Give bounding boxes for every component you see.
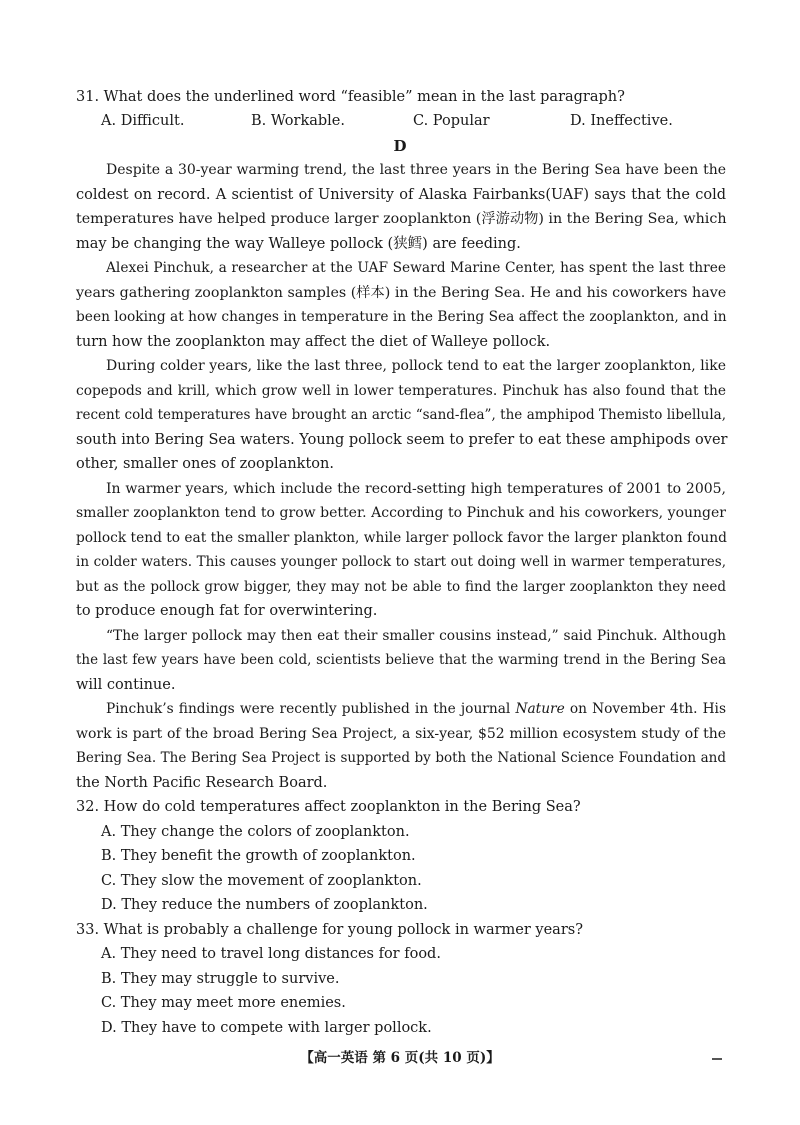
q32-option-a: A. They change the colors of zooplankton.: [101, 824, 410, 840]
passage-line: been looking at how changes in temperature in the Bering Sea affect the zooplankton, and in: [76, 309, 727, 325]
passage-line: Despite a 30-year warming trend, the last three years in the Bering Sea have been the: [106, 162, 726, 178]
passage-line: smaller zooplankton tend to grow better. According to Pinchuk and his coworkers, younger: [76, 505, 726, 521]
journal-name: Nature: [515, 701, 565, 717]
passage-line: recent cold temperatures have brought an arctic “sand-flea”, the amphipod Themisto libellula,: [76, 407, 726, 423]
q31-option-a: A. Difficult.: [101, 113, 185, 129]
passage-line: south into Bering Sea waters. Young pollock seem to prefer to eat these amphipods over: [76, 432, 728, 448]
passage-line: “The larger pollock may then eat their smaller cousins instead,” said Pinchuk. Although: [106, 628, 726, 644]
journal-lead-text: Pinchuk’s findings were recently published in the journal: [106, 701, 516, 717]
passage-line: may be changing the way Walleye pollock (狭鳕) are feeding.: [76, 236, 521, 252]
passage-line: copepods and krill, which grow well in lower temperatures. Pinchuk has also found that the: [76, 383, 726, 399]
passage-line-journal: [106, 697, 726, 721]
passage-line: turn how the zooplankton may affect the diet of Walleye pollock.: [76, 334, 551, 350]
section-heading: D: [393, 137, 407, 155]
page-footer: 【高一英语 第 6 页(共 10 页)】: [300, 1050, 500, 1066]
passage-line: in colder waters. This causes younger pollock to start out doing well in warmer temperatures,: [76, 554, 726, 570]
passage-line: the North Pacific Research Board.: [76, 775, 328, 791]
q33-stem: 33. What is probably a challenge for young pollock in warmer years?: [76, 922, 583, 938]
journal-tail-text: on November 4th. His: [564, 701, 727, 717]
passage-line: other, smaller ones of zooplankton.: [76, 456, 334, 472]
q33-option-b: B. They may struggle to survive.: [101, 971, 340, 987]
corner-dash-mark: [712, 1058, 722, 1060]
passage-line: to produce enough fat for overwintering.: [76, 603, 378, 619]
q33-option-c: C. They may meet more enemies.: [101, 995, 346, 1011]
passage-line: work is part of the broad Bering Sea Project, a six-year, $52 million ecosystem study of the: [76, 726, 726, 742]
passage-line: During colder years, like the last three, pollock tend to eat the larger zooplankton, like: [106, 358, 726, 374]
q32-option-d: D. They reduce the numbers of zooplankton.: [101, 897, 428, 913]
passage-line: Alexei Pinchuk, a researcher at the UAF Seward Marine Center, has spent the last three: [106, 260, 726, 276]
q31-option-c: C. Popular: [413, 113, 490, 129]
passage-line: coldest on record. A scientist of University of Alaska Fairbanks(UAF) says that the cold: [76, 187, 726, 203]
passage-line: In warmer years, which include the record-setting high temperatures of 2001 to 2005,: [106, 481, 726, 497]
q32-option-b: B. They benefit the growth of zooplankton.: [101, 848, 416, 864]
passage-line: the last few years have been cold, scientists believe that the warming trend in the Bering Sea: [76, 652, 726, 668]
q31-option-d: D. Ineffective.: [570, 113, 673, 129]
passage-line: but as the pollock grow bigger, they may not be able to find the larger zooplankton they need: [76, 579, 726, 595]
passage-line: pollock tend to eat the smaller plankton, while larger pollock favor the larger plankton found: [76, 530, 727, 546]
passage-line: years gathering zooplankton samples (样本) in the Bering Sea. He and his coworkers have: [76, 285, 727, 301]
q32-option-c: C. They slow the movement of zooplankton.: [101, 873, 422, 889]
passage-line: temperatures have helped produce larger zooplankton (浮游动物) in the Bering Sea, which: [76, 211, 727, 227]
q33-option-d: D. They have to compete with larger pollock.: [101, 1020, 432, 1036]
q31-stem: 31. What does the underlined word “feasible” mean in the last paragraph?: [76, 89, 625, 105]
q31-option-b: B. Workable.: [251, 113, 345, 129]
q31-options: [0, 109, 800, 133]
passage-line: will continue.: [76, 677, 176, 693]
passage-line: Bering Sea. The Bering Sea Project is supported by both the National Science Foundation and: [76, 750, 726, 766]
q33-option-a: A. They need to travel long distances for food.: [101, 946, 441, 962]
q32-stem: 32. How do cold temperatures affect zooplankton in the Bering Sea?: [76, 799, 581, 815]
